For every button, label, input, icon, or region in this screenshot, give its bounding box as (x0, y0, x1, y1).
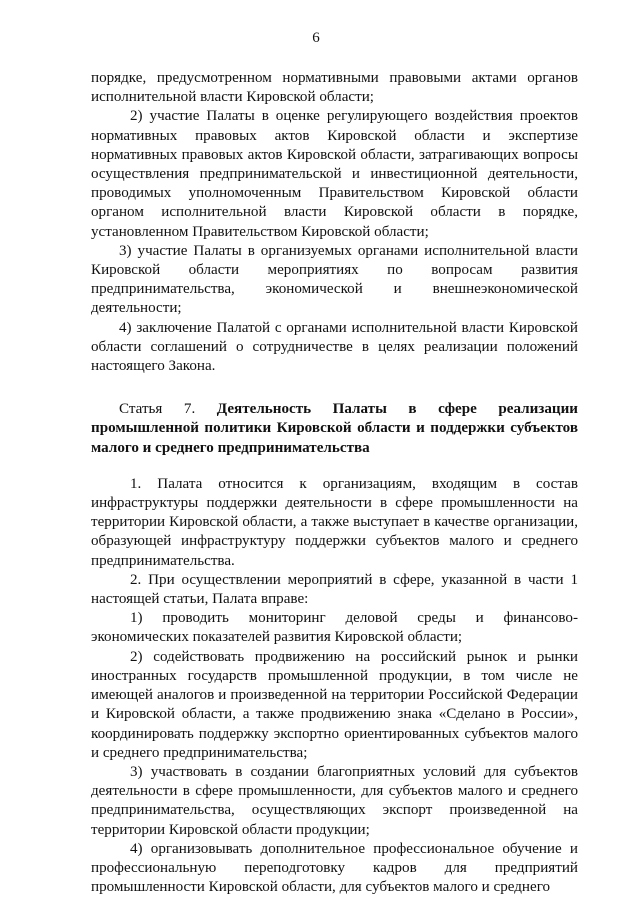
paragraph-continuation: порядке, предусмотренном нормативными правовыми актами органов исполнительной власти Кировской области; (91, 70, 578, 106)
article-item-4: 4) организовывать дополнительное профессиональное обучение и профессиональную переподготовку кадров для предприятий промышленности Кировской области, для субъектов малого и среднего (91, 840, 578, 896)
article-paragraph-2: 2. При осуществлении мероприятий в сфере, указанной в части 1 настоящей статьи, Палата вправе: (91, 571, 578, 608)
page-number: 6 (312, 30, 320, 46)
paragraph-item-3: 3) участие Палаты в организуемых органами исполнительной власти Кировской области мероприятиях по вопросам развития предпринимательства, экономической и внешнеэкономической деятельности; (91, 242, 578, 317)
article-heading (91, 400, 578, 458)
paragraph-item-2: 2) участие Палаты в оценке регулирующего воздействия проектов нормативных правовых актов Кировской области и экспертизе нормативных правовых актов Кировской области, затрагивающих вопросы осуществления предпринимательской и инвестиционной деятельности, проводимых уполномоченным Правительством Кировской области органом исполнительной власти Кировской области в порядке, установленном Правительством Кировской области; (91, 108, 578, 240)
article-number: Статья 7. (119, 401, 196, 418)
document-body (91, 69, 578, 897)
article-title: Деятельность Палаты в сфере реализации промышленной политики Кировской области и поддержки субъектов малого и среднего предпринимательства (91, 401, 578, 456)
paragraph-item-4: 4) заключение Палатой с органами исполнительной власти Кировской области соглашений о сотрудничестве в целях реализации положений настоящего Закона. (91, 319, 578, 375)
article-item-3: 3) участвовать в создании благоприятных условий для субъектов деятельности в сфере промышленности, для субъектов малого и среднего предпринимательства, осуществляющих экспорт произведенной на территории Кировской области продукции; (91, 763, 578, 838)
article-item-1: 1) проводить мониторинг деловой среды и финансово-экономических показателей развития Кировской области; (91, 610, 578, 646)
article-paragraph-1: 1. Палата относится к организациям, входящим в состав инфраструктуры поддержки деятельности в сфере промышленности на территории Кировской области, а также выступает в качестве организации, образующей инфраструктуру поддержки субъектов малого и среднего предпринимательства. (91, 475, 578, 569)
article-item-2: 2) содействовать продвижению на российский рынок и рынки иностранных государств промышленной продукции, в том числе не имеющей аналогов и произведенной на территории Российской Федерации и Кировской области, а также продвижению знака «Сделано в России», координировать поддержку экспортно ориентированных субъектов малого и среднего предпринимательства; (91, 648, 578, 761)
